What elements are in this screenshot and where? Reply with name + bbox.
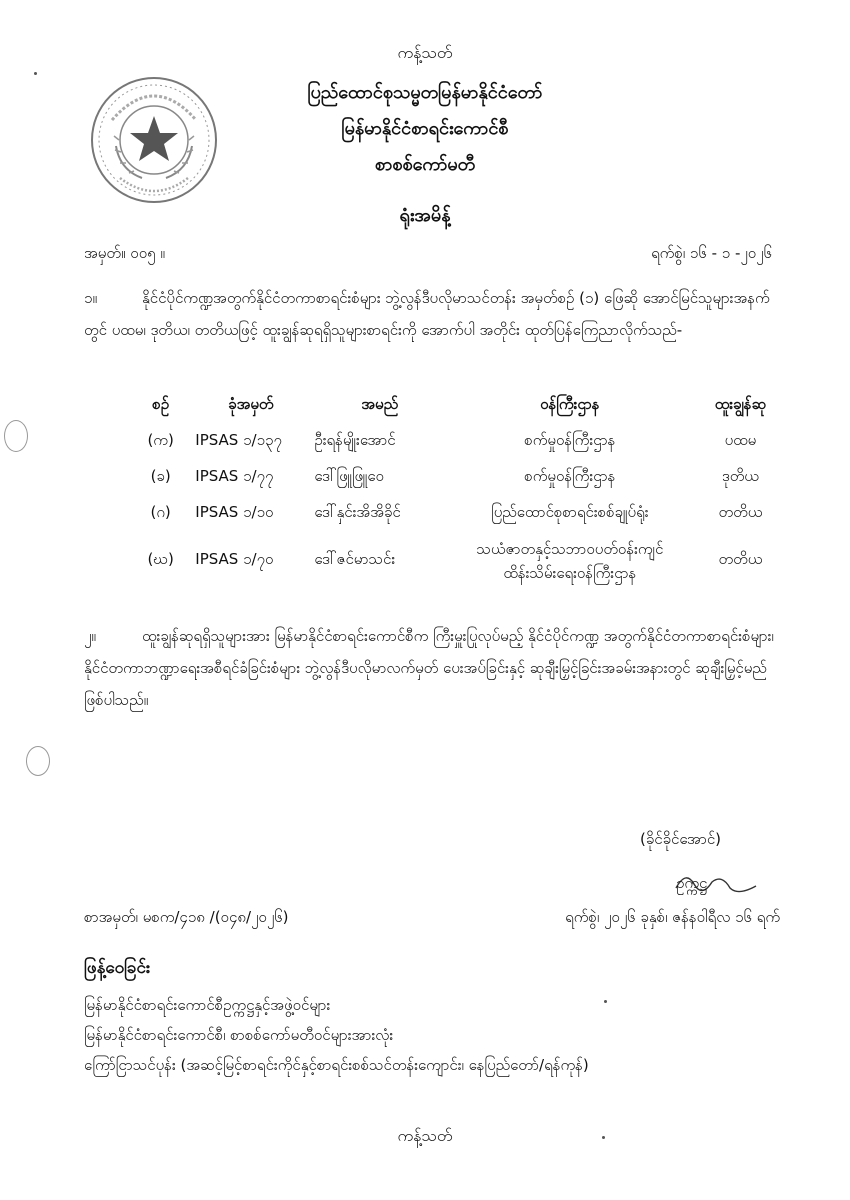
row-award: ဒုတိယ [721, 467, 759, 485]
list-item: ကြော်ငြာသင်ပုန်း (အဆင့်မြင့်စာရင်းကိုင်နှင့်စာရင်းစစ်သင်တန်းကျောင်း၊ နေပြည်တော်/ရန်ကုန်) [84, 1056, 589, 1074]
list-item: မြန်မာနိုင်ငံစာရင်းကောင်စီဥက္ကဋ္ဌနှင့်အဖွဲ့ဝင်များ [84, 996, 331, 1014]
committee-title: စာစစ်ကော်မတီ [374, 154, 476, 175]
table-row [130, 496, 790, 532]
col-header-name: အမည် [361, 395, 399, 413]
row-ministry-line-2: ထိန်းသိမ်းရေးဝန်ကြီးဌာန [503, 564, 637, 582]
order-date: ရက်စွဲ၊ ၁၆ - ၁ -၂၀၂၆ [651, 244, 772, 262]
row-ministry-line-1: သယံဇာတနှင့်သဘာဝပတ်ဝန်းကျင် [476, 540, 664, 558]
row-name: ဦးရန်မျိုးအောင် [314, 431, 396, 449]
row-ministry: စက်မှုဝန်ကြီးဌာန [524, 467, 616, 485]
paragraph-number: ၁။ [84, 289, 97, 307]
paragraph-text: နိုင်ငံပိုင်ကဏ္ဍအတွက်နိုင်ငံတကာစာရင်းစံများ ဘွဲ့လွန်ဒီပလိုမာသင်တန်း အမှတ်စဉ် (၁) ဖြေဆို အောင်မြင်သူများအနက်တွင် ပထမ၊ ဒုတိယ၊ တတိယဖြင့် ထူးချွန်ဆုရရှိသူများစာရင်းကို အောက်ပါ အတိုင်း ထုတ်ပြန်ကြေညာလိုက်သည်- [84, 289, 770, 339]
row-name: ဒေါ်ဇင်မာသင်း [314, 550, 396, 568]
row-name: ဒေါ်ဖြူဖြူဝေ [314, 467, 384, 485]
awards-table [130, 388, 790, 590]
scan-speck [602, 1136, 605, 1139]
scan-speck [604, 1000, 607, 1003]
paragraph-number: ၂။ [84, 627, 96, 645]
row-no: (က) [147, 431, 174, 449]
signatory-title: ဥက္ကဋ္ဌ [676, 874, 708, 892]
distribution-list [84, 990, 589, 1080]
row-seat-no: IPSAS ၁/၇၇ [195, 467, 274, 485]
order-number: အမှတ်။ ၀၀၅ ။ [84, 244, 165, 262]
punch-hole-mark [4, 420, 28, 452]
row-no: (ဃ) [147, 550, 174, 568]
col-header-ministry: ဝန်ကြီးဌာန [540, 395, 600, 413]
government-title: ပြည်ထောင်စုသမ္မတမြန်မာနိုင်ငံတော် [307, 82, 543, 103]
row-award: တတိယ [718, 550, 763, 568]
row-ministry: ပြည်ထောင်စုစာရင်းစစ်ချုပ်ရုံး [491, 503, 649, 521]
row-name: ဒေါ်နှင်းအိအိခိုင် [314, 503, 401, 521]
punch-hole-mark [26, 746, 50, 776]
list-item: မြန်မာနိုင်ငံစာရင်းကောင်စီ၊ စာစစ်ကော်မတီဝင်များအားလုံး [84, 1026, 394, 1044]
col-header-no: စဉ် [152, 395, 170, 413]
row-ministry [449, 532, 691, 590]
row-seat-no: IPSAS ၁/၁၀ [195, 503, 274, 521]
letter-number: စာအမှတ်၊ မစက/၄၁၈ /(၀၄၈/၂၀၂၆) [84, 908, 289, 926]
council-title: မြန်မာနိုင်ငံစာရင်းကောင်စီ [341, 118, 509, 139]
classification-top: ကန့်သတ် [397, 43, 453, 62]
paragraph-2 [84, 620, 784, 716]
row-seat-no: IPSAS ၁/၇၀ [195, 550, 274, 568]
row-award: ပထမ [724, 431, 757, 449]
col-header-seat-no: ခုံအမှတ် [228, 395, 274, 413]
col-header-award: ထူးချွန်ဆု [714, 395, 767, 413]
table-header-row [130, 388, 790, 424]
table-row [130, 532, 790, 590]
paragraph-1 [84, 282, 784, 346]
row-no: (ဂ) [150, 503, 171, 521]
table-row [130, 424, 790, 460]
row-award: တတိယ [718, 503, 763, 521]
distribution-heading: ဖြန့်ဝေခြင်း [84, 958, 151, 978]
row-no: (ခ) [150, 467, 171, 485]
paragraph-text: ထူးချွန်ဆုရရှိသူများအား မြန်မာနိုင်ငံစာရင်းကောင်စီက ကြီးမှူးပြုလုပ်မည့် နိုင်ငံပိုင်ကဏ္ဍ အတွက်နိုင်ငံတကာစာရင်းစံများ၊ နိုင်ငံတကာဘဏ္ဍာရေးအစီရင်ခံခြင်းစံများ ဘွဲ့လွန်ဒီပလိုမာလက်မှတ် ပေးအပ်ခြင်းနှင့် ဆုချီးမြှင့်ခြင်းအခမ်းအနားတွင် ဆုချီးမြှင့်မည်ဖြစ်ပါသည်။ [84, 627, 774, 709]
classification-bottom: ကန့်သတ် [397, 1126, 453, 1145]
table-row [130, 460, 790, 496]
row-seat-no: IPSAS ၁/၁၃၇ [195, 431, 282, 449]
document-subject: ရုံးအမိန့် [399, 205, 451, 226]
letter-date: ရက်စွဲ၊ ၂၀၂၆ ခုနှစ်၊ ဇန်နဝါရီလ ၁၆ ရက် [565, 908, 780, 926]
signatory-name: (ခိုင်ခိုင်အောင်) [640, 830, 722, 848]
row-ministry: စက်မှုဝန်ကြီးဌာန [524, 431, 616, 449]
scan-speck [34, 72, 37, 75]
